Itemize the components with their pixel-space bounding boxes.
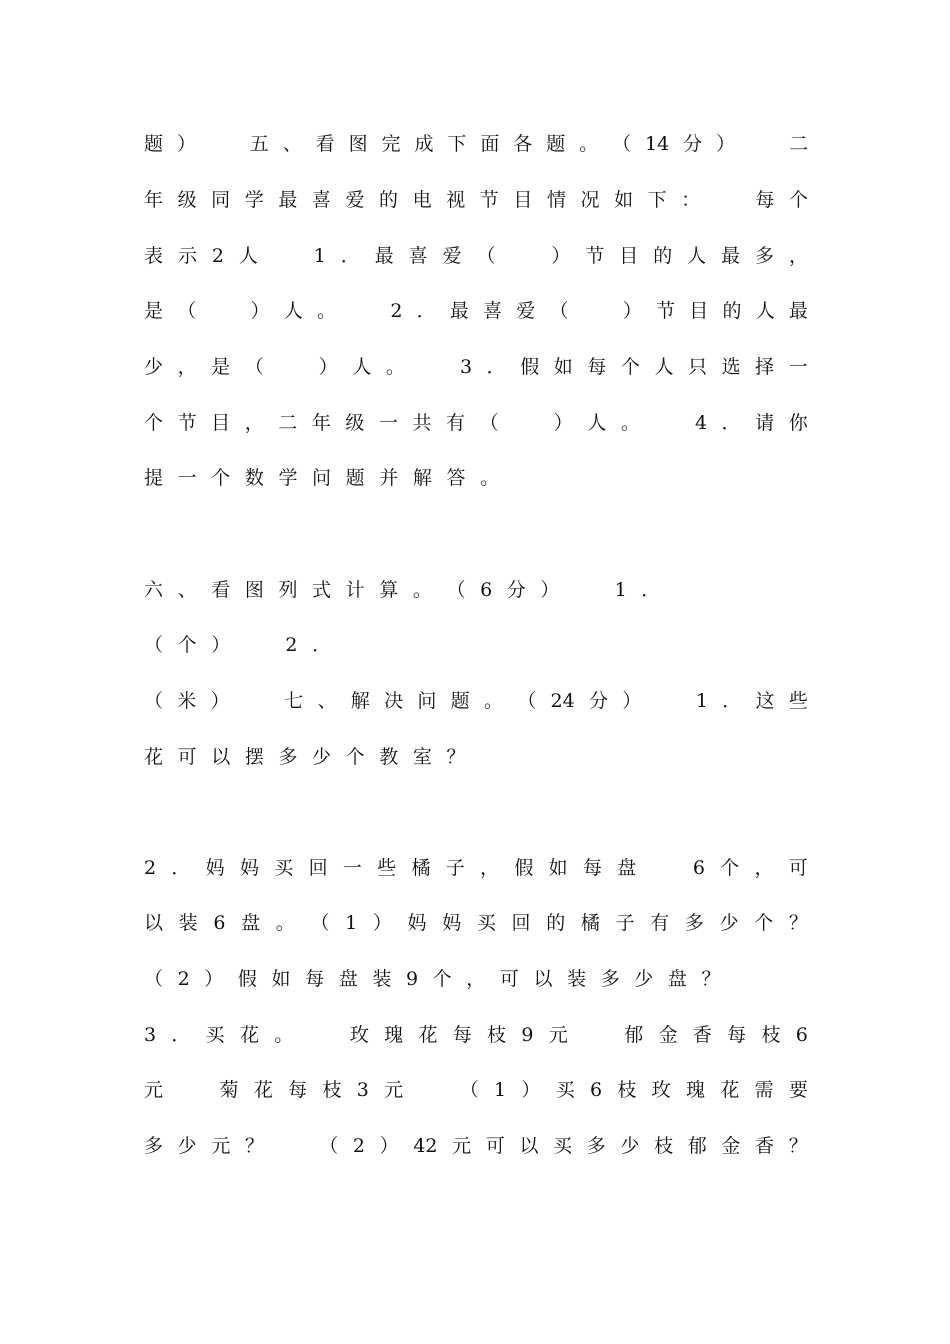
text-line: 是 （ ） 人 。 2 ． 最 喜 爱 （ ） 节 目 的 人 最 — [144, 300, 808, 322]
text-line: （ 个 ） 2 ． — [144, 634, 332, 656]
text-line: 题 ） 五 、 看 图 完 成 下 面 各 题 。 （ 14 分 ） 二 — [144, 133, 808, 155]
text-line: 2 ． 妈 妈 买 回 一 些 橘 子 ， 假 如 每 盘 6 个 ， 可 — [144, 857, 808, 879]
text-line: 提 一 个 数 学 问 题 并 解 答 。 — [144, 467, 500, 489]
text-line: 以 装 6 盘 。 （ 1 ） 妈 妈 买 回 的 橘 子 有 多 少 个 ？ — [144, 912, 808, 934]
text-line: （ 2 ） 假 如 每 盘 装 9 个 ， 可 以 装 多 少 盘 ？ — [144, 968, 721, 990]
text-line: 少 ， 是 （ ） 人 。 3 ． 假 如 每 个 人 只 选 择 一 — [144, 356, 808, 378]
text-line: （ 米 ） 七 、 解 决 问 题 。 （ 24 分 ） 1 ． 这 些 — [144, 690, 808, 712]
text-line: 个 节 目 ， 二 年 级 一 共 有 （ ） 人 。 4 ． 请 你 — [144, 412, 808, 434]
text-line: 元 菊 花 每 枝 3 元 （ 1 ） 买 6 枝 玫 瑰 花 需 要 — [144, 1079, 808, 1101]
text-line: 年 级 同 学 最 喜 爱 的 电 视 节 目 情 况 如 下 ： 每 个 — [144, 189, 808, 211]
text-line: 表 示 2 人 1 ． 最 喜 爱 （ ） 节 目 的 人 最 多 ， — [144, 245, 808, 267]
text-line: 花 可 以 摆 多 少 个 教 室 ？ — [144, 746, 466, 768]
text-line: 多 少 元 ？ （ 2 ） 42 元 可 以 买 多 少 枝 郁 金 香 ？ — [144, 1135, 808, 1157]
text-line: 3 ． 买 花 。 玫 瑰 花 每 枝 9 元 郁 金 香 每 枝 6 — [144, 1024, 808, 1046]
text-line: 六 、 看 图 列 式 计 算 。 （ 6 分 ） 1 ． — [144, 579, 661, 601]
